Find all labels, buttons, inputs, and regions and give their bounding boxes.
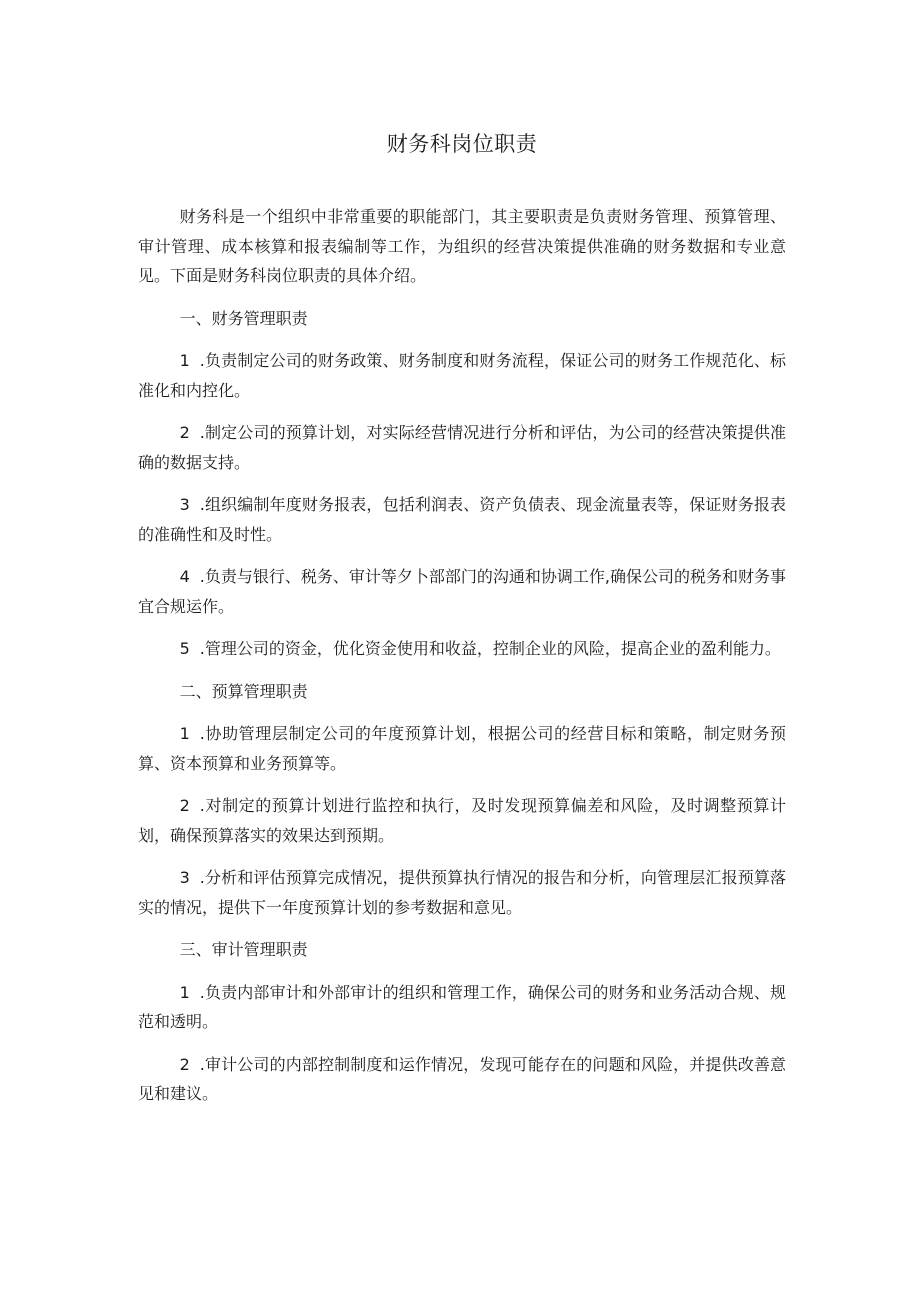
list-item [138,863,786,922]
list-item [138,719,786,778]
item-number: 4 [179,567,190,586]
item-number: 2 [179,796,190,815]
item-number: 1 [179,351,190,370]
item-number: 1 [179,724,190,743]
list-item [138,634,786,664]
list-item [138,346,786,405]
item-text: .审计公司的内部控制制度和运作情况，发现可能存在的问题和风险，并提供改善意见和建议。 [138,1054,786,1103]
section-heading-audit: 三、审计管理职责 [179,940,308,959]
item-number: 2 [179,423,190,442]
intro-paragraph: 财务科是一个组织中非常重要的职能部门，其主要职责是负责财务管理、预算管理、审计管理、成本核算和报表编制等工作，为组织的经营决策提供准确的财务数据和专业意见。下面是财务科岗位职责的具体介绍。 [138,207,786,285]
item-text: .制定公司的预算计划，对实际经营情况进行分析和评估，为公司的经营决策提供准确的数据支持。 [138,423,786,472]
document-title: 财务科岗位职责 [386,132,538,156]
item-text: .协助管理层制定公司的年度预算计划，根据公司的经营目标和策略，制定财务预算、资本预算和业务预算等。 [138,724,786,773]
list-item [138,978,786,1037]
item-text: .负责与银行、税务、审计等夕卜部部门的沟通和协调工作,确保公司的税务和财务事宜合规运作。 [138,567,786,616]
item-text: .分析和评估预算完成情况，提供预算执行情况的报告和分析，向管理层汇报预算落实的情况，提供下一年度预算计划的参考数据和意见。 [138,868,786,917]
list-item [138,490,786,549]
item-number: 3 [179,495,190,514]
list-item [138,418,786,477]
item-number: 2 [179,1054,190,1074]
list-item [138,562,786,621]
item-text: .对制定的预算计划进行监控和执行，及时发现预算偏差和风险，及时调整预算计划，确保预算落实的效果达到预期。 [138,796,786,845]
item-text: .负责内部审计和外部审计的组织和管理工作，确保公司的财务和业务活动合规、规范和透明。 [138,982,786,1031]
section-heading-budget: 二、预算管理职责 [179,681,308,701]
item-text: .组织编制年度财务报表，包括利润表、资产负债表、现金流量表等，保证财务报表的准确性和及时性。 [138,495,786,544]
list-item [138,791,786,850]
item-text: .负责制定公司的财务政策、财务制度和财务流程，保证公司的财务工作规范化、标准化和内控化。 [138,351,786,400]
item-number: 3 [179,868,190,887]
item-number: 1 [179,982,190,1002]
item-number: 5 [179,639,190,658]
item-text: .管理公司的资金，优化资金使用和收益，控制企业的风险，提高企业的盈利能力。 [199,639,781,658]
section-heading-finance: 一、财务管理职责 [179,308,308,328]
list-item [138,1050,786,1109]
